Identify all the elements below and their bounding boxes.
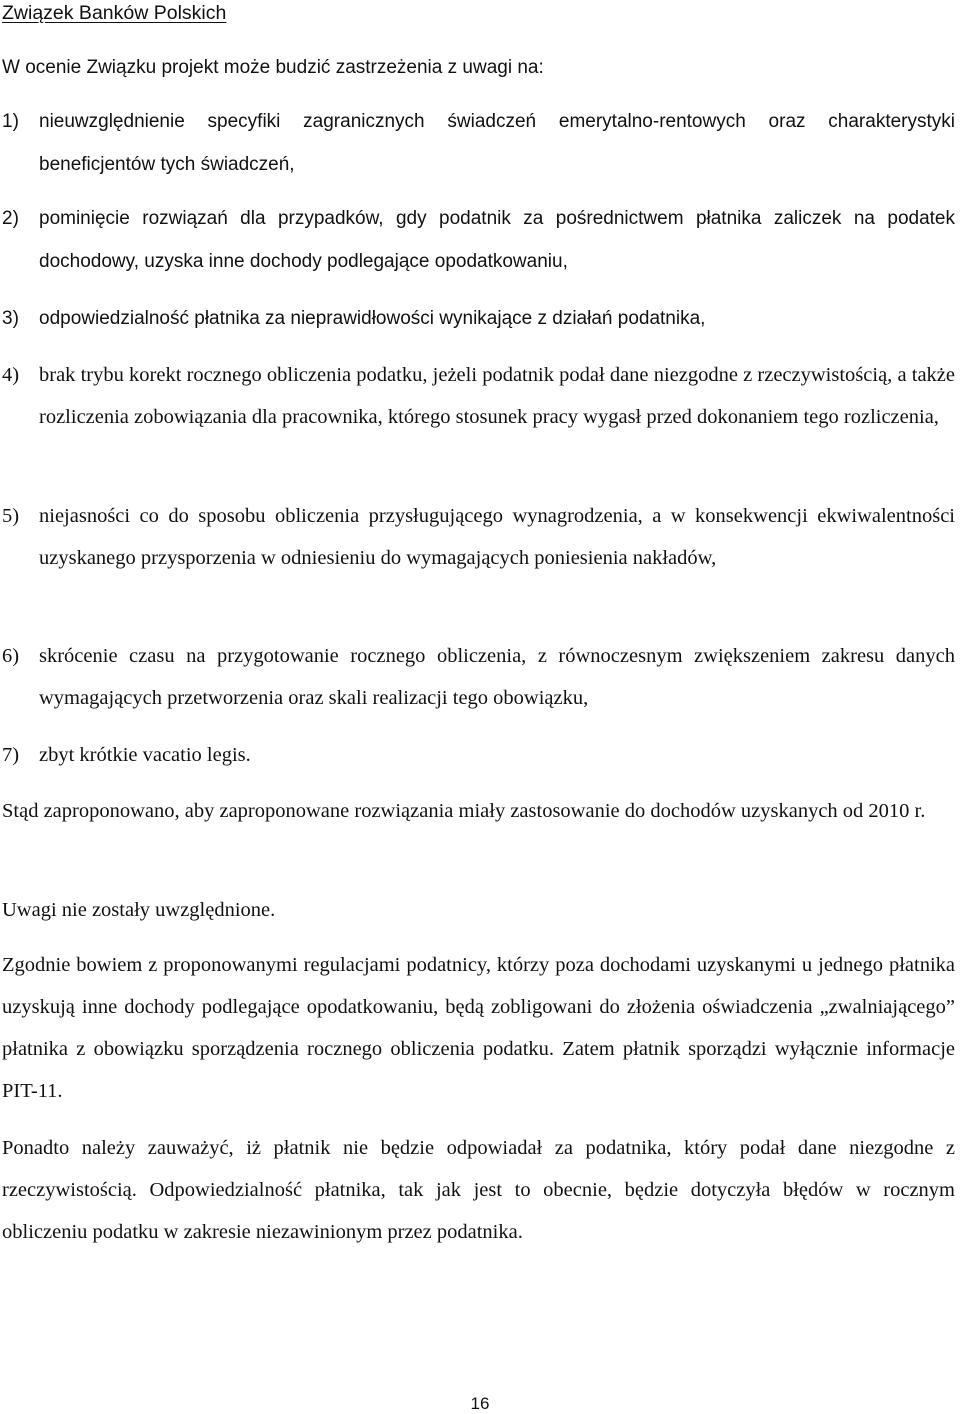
paragraph: Stąd zaproponowano, aby zaproponowane rozwiązania miały zastosowanie do dochodów uzyskanych od 2010 r. — [2, 800, 926, 822]
list-item-text: skrócenie czasu na przygotowanie rocznego obliczenia, z równoczesnym zwiększeniem zakresu danych wymagających przetworzenia oraz skali realizacji tego obowiązku, — [39, 645, 955, 709]
paragraph: Ponadto należy zauważyć, iż płatnik nie będzie odpowiadał za podatnika, który podał dane niezgodne z rzeczywistością. Odpowiedzialność płatnika, tak jak jest to obecnie, będzie dotyczyła błędów w rocznym obliczeniu podatku w zakresie niezawinionym przez podatnika. — [2, 1137, 955, 1243]
list-item-text: brak trybu korekt rocznego obliczenia podatku, jeżeli podatnik podał dane niezgodne z rzeczywistością, a także rozliczenia zobowiązania dla pracownika, którego stosunek pracy wygasł przed dokonaniem tego rozliczenia, — [39, 364, 955, 428]
organization-name: Związek Banków Polskich — [2, 2, 227, 24]
list-item-number: 3) — [2, 308, 19, 329]
list-item-text: nieuwzględnienie specyfiki zagranicznych świadczeń emerytalno-rentowych oraz charakterystyki beneficjentów tych świadczeń, — [39, 111, 955, 175]
list-item-number: 5) — [2, 505, 20, 527]
list-item-number: 2) — [2, 208, 19, 229]
list-item-text: pominięcie rozwiązań dla przypadków, gdy podatnik za pośrednictwem płatnika zaliczek na podatek dochodowy, uzyska inne dochody podlegające opodatkowaniu, — [39, 208, 955, 272]
list-item-number: 1) — [2, 111, 19, 132]
list-item-text: zbyt krótkie vacatio legis. — [39, 744, 251, 766]
list-item — [2, 297, 955, 340]
list-item-number: 4) — [2, 364, 20, 386]
list-item-text: niejasności co do sposobu obliczenia przysługującego wynagrodzenia, a w konsekwencji ekwiwalentności uzyskanego przysporzenia w odniesieniu do wymagających poniesienia nakładów, — [39, 505, 955, 569]
list-item-number: 6) — [2, 645, 20, 667]
list-item-text: odpowiedzialność płatnika za nieprawidłowości wynikające z działań podatnika, — [39, 308, 706, 329]
list-item — [2, 734, 955, 776]
list-item — [2, 354, 955, 438]
intro-sentence: W ocenie Związku projekt może budzić zastrzeżenia z uwagi na: — [2, 57, 544, 78]
list-item — [2, 100, 955, 186]
list-item — [2, 197, 955, 283]
list-item — [2, 635, 955, 719]
list-item — [2, 495, 955, 579]
paragraph: Uwagi nie zostały uwzględnione. — [2, 899, 276, 921]
page-number: 16 — [470, 1394, 490, 1413]
paragraph: Zgodnie bowiem z proponowanymi regulacjami podatnicy, którzy poza dochodami uzyskanymi u jednego płatnika uzyskują inne dochody podlegające opodatkowaniu, będą zobligowani do złożenia oświadczenia „zwalniającego” płatnika z obowiązku sporządzenia rocznego obliczenia podatku. Zatem płatnik sporządzi wyłącznie informacje PIT-11. — [2, 954, 955, 1102]
list-item-number: 7) — [2, 744, 20, 766]
